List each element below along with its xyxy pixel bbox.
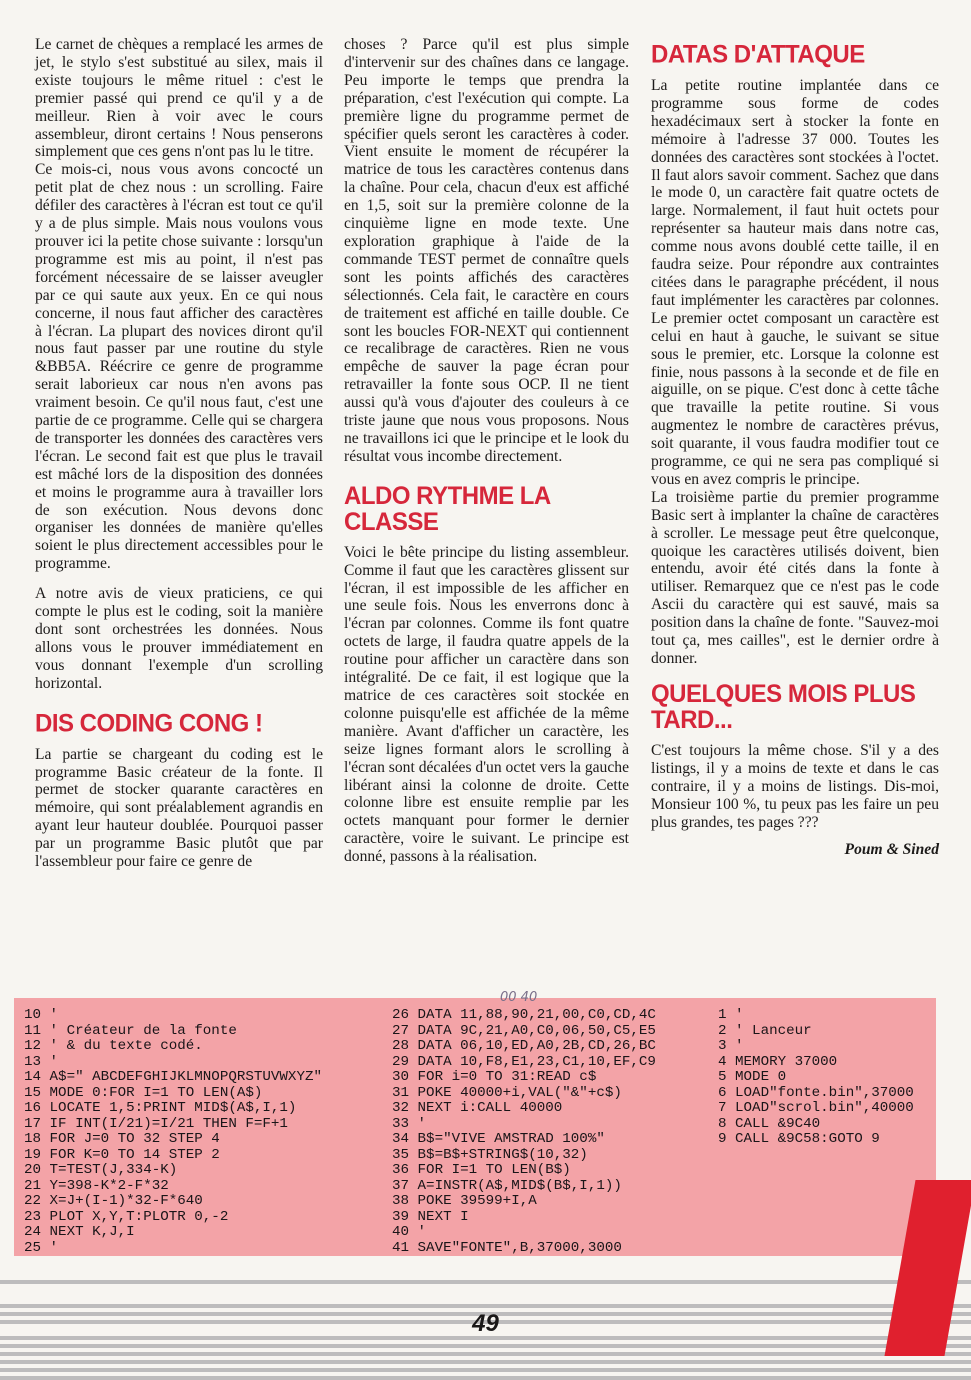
basic-listing-launcher: 1 ' 2 ' Lanceur 3 ' 4 MEMORY 37000 5 MODE 0 6 LOAD"fonte.bin",37000 7 LOAD"scrol.bin",40000 8 CALL &9C40 9 CALL &9C58:GOTO 9 — [718, 1007, 914, 1147]
handwritten-note: 00 40 — [500, 990, 538, 1005]
section-heading-coding: DIS CODING CONG ! — [35, 708, 263, 738]
paragraph: Voici le bête principe du listing assembleur. Comme il faut que les caractères glissent sur l'écran, il est impossible de les afficher en une seule fois. Nous les enverrons donc à l'écran par colonnes. Comme ils font quatre octets de large, il faudra quatre appels de la routine pour afficher un caractère dans son intégralité. De ce fait, il est logique que la matrice de ces caractères soit stockée en colonne puisqu'elle est affichée de la même manière. Avant d'afficher un caractère, les seize lignes formant alors le scrolling à l'écran sont décalées d'un octet vers la gauche libérant ainsi la colonne de droite. Cette colonne libre est ensuite remplie par les octets manquant pour former le dernier caractère, voire le suivant. Le principe est donné, passons à la réalisation. — [344, 543, 629, 866]
paragraph: La troisième partie du premier programme Basic sert à implanter la chaîne de caractères à scroller. Le message peut être quelconque, quoique les caractères utilisés doivent, bien entendu, avoir été cités dans la fonte à utiliser. Remarquez que ce n'est pas le code Ascii du caractère qui est sauvé, mais sa position dans la chaîne de fonte. "Sauvez-moi tout ça, mes cailles", est le dernier ordre à donner. — [651, 488, 939, 667]
paragraph: Le carnet de chèques a remplacé les armes de jet, le stylo s'est substitué au silex, mais il existe toujours le même rituel : c'est le premier passé qui prend ce qu'il y a de meilleur. Rien à voir avec le cours assembleur, diront certains ! Nous penserons simplement que ces gens n'ont pas lu le titre. — [35, 36, 323, 161]
author-signature: Poum & Sined — [844, 841, 939, 859]
section-heading-datas: DATAS D'ATTAQUE — [651, 40, 865, 69]
footer-stripe-gap — [0, 1286, 971, 1304]
article-column-1 — [35, 36, 323, 871]
paragraph: A notre avis de vieux praticiens, ce qui compte le plus est le coding, soit la manière dont sont orchestrées les données. Nous allons vous le prouver immédiatement en vous donnant l'exemple d'un scrolling horizontal. — [35, 585, 323, 692]
paragraph: La petite routine implantée dans ce programme sous forme de codes hexadécimaux sert à stocker la fonte en mémoire à l'adresse 37 000. Toutes les données des caractères sont stockées à l'octet. Il faut alors savoir comment. Sachez que dans le mode 0, un caractère fait quatre octets de large. Normalement, il faut huit octets pour représenter sa hauteur mais dans notre cas, comme nous avons doublé cette taille, il en faudra seize. Pour répondre aux contraintes citées dans le paragraphe précédent, il nous faut implémenter les caractères par colonnes. Le premier octet composant un caractère est celui en haut à gauche, le suivant se situe sous le premier, etc. Lorsque la colonne est finie, nous passons à la seconde et de file en aiguille, on se pique. C'est donc à cette tâche que travaille la petite routine. Si vous augmentez le nombre de caractères prévus, soit quarante, il vous faudra modifier tout ce programme, ce qui ne sera pas compliqué si vous en avez compris le principe. — [651, 77, 939, 488]
page-number: 49 — [472, 1310, 499, 1337]
basic-listing-font-creator: 10 ' 11 ' Créateur de la fonte 12 ' & du texte codé. 13 ' 14 A$=" ABCDEFGHIJKLMNOPQRSTUVWXYZ" 15 MODE 0:FOR I=1 TO LEN(A$) 16 LOCATE 1,5:PRINT MID$(A$,I,1) 17 IF INT(I/21)=I/21 THEN F=F+1 18 FOR J=0 TO 32 STEP 4 19 FOR K=0 TO 14 STEP 2 20 T=TEST(J,334-K) 21 Y=398-K*2-F*32 22 X=J+(I-1)*32-F*640 23 PLOT X,Y,T:PLOTR 0,-2 24 NEXT K,J,I 25 ' — [24, 1007, 322, 1256]
paragraph: La partie se chargeant du coding est le programme Basic créateur de la fonte. Il permet de stocker quarante caractères en mémoire, qui sont préalablement agrandis en ayant leur hauteur doublée. Pourquoi passer par un programme Basic plutôt que par l'assembleur pour faire ce genre de — [35, 745, 323, 871]
article-column-3 — [651, 42, 939, 859]
basic-listing-data-loader: 26 DATA 11,88,90,21,00,C0,CD,4C 27 DATA 9C,21,A0,C0,06,50,C5,E5 28 DATA 06,10,ED,A0,2B,CD,26,BC 29 DATA 10,F8,E1,23,C1,10,EF,C9 30 FOR i=0 TO 31:READ c$ 31 POKE 40000+i,VAL("&"+c$) 32 NEXT i:CALL 40000 33 ' 34 B$="VIVE AMSTRAD 100%" 35 B$=B$+STRING$(10,32) 36 FOR I=1 TO LEN(B$) 37 A=INSTR(A$,MID$(B$,I,1)) 38 POKE 39599+I,A 39 NEXT I 40 ' 41 SAVE"FONTE",B,37000,3000 — [392, 1007, 656, 1256]
paragraph: C'est toujours la même chose. S'il y a des listings, il y a moins de texte et dans le cas contraire, il y a moins de listings. Dis-moi, Monsieur 100 %, tu peux pas les faire un peu plus grandes, tes pages ??? — [651, 741, 939, 831]
paragraph: Ce mois-ci, nous vous avons concocté un petit plat de chez nous : un scrolling. Faire défiler des caractères à l'écran est tout ce qu'il y a de plus simple. Mais nous voulons vous prouver ici la petite chose suivante : lorsqu'un programme est mis au point, il n'est pas forcément nécessaire de se laisser aveugler par ce qui saute aux yeux. En ce qui nous concerne, il nous faut afficher des caractères à l'écran. La plupart des novices diront qu'il nous faut passer par une routine du style &BB5A. Réécrire ce genre de programme serait laborieux car nous n'en avons pas vraiment besoin. Ce qu'il nous faut, c'est une partie de ce programme. Celle qui se chargera de transporter les données des caractères vers l'écran. Le second fait est que plus le travail est mâché lors de la disposition des données et moins le programme aura à travailler lors de son exécution. Nous devons donc organiser les données de manière qu'elles soient le plus directement accessibles pour le programme. — [35, 161, 323, 573]
code-listing-box — [14, 998, 936, 1256]
section-heading-aldo: ALDO RYTHME LA CLASSE — [344, 481, 550, 537]
article-column-2 — [344, 36, 629, 866]
section-heading-quelques: QUELQUES MOIS PLUS TARD... — [651, 679, 916, 735]
paragraph: choses ? Parce qu'il est plus simple d'intervenir sur des chaînes dans ce langage. Peu importe le temps que prendra la préparation, c'est l'exécution qui compte. La première ligne du programme permet de spécifier quels seront les caractères à coder. Vient ensuite le moment de récupérer la matrice de tous les caractères contenus dans la chaîne. Pour cela, chacun d'eux est affiché en 1,5, soit sur la première colonne de la cinquième ligne en mode texte. Une exploration graphique à l'aide de la commande TEST permet de connaître quels sont les points affichés des caractères sélectionnés. Cela fait, le caractère en cours de traitement est affiché en taille double. Ce sont les boucles FOR-NEXT qui contiennent ce recalibrage de caractères. Rien ne vous empêche de sauver la page écran pour retravailler la fonte sous OCP. Il ne tient aussi qu'à vous d'ajouter des couleurs à ce triste jaune que nous vous proposons. Nous ne travaillons ici que le principe et le look du résultat vous incombe directement. — [344, 36, 629, 465]
